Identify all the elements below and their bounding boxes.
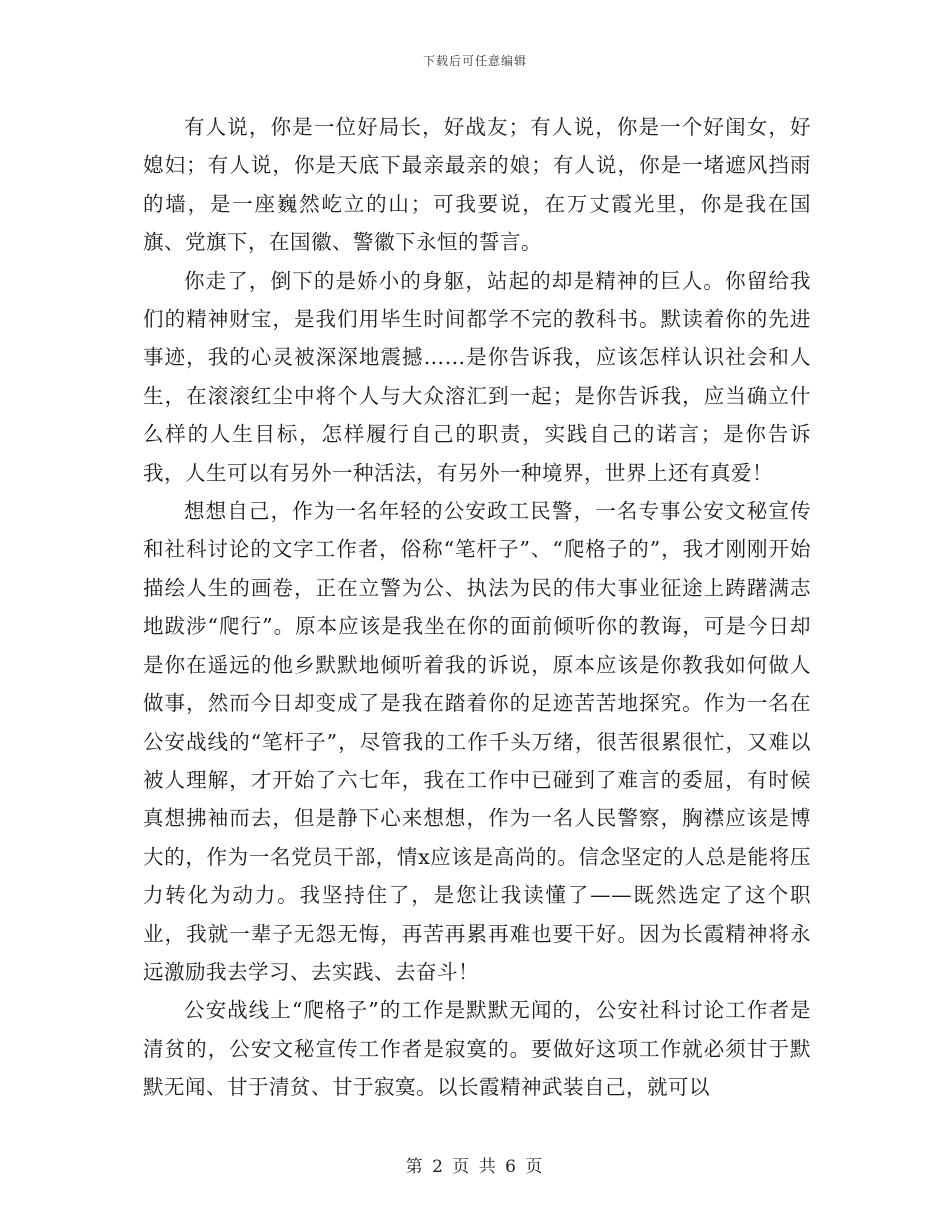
page-number: 第 2 页 共 6 页 xyxy=(405,1157,545,1177)
paragraph-1: 有人说，你是一位好局长，好战友；有人说，你是一个好闺女，好媳妇；有人说，你是天底下最亲最亲的娘；有人说，你是一堵遮风挡雨的墙，是一座巍然屹立的山；可我要说，在万丈霞光里，你是我在国旗、党旗下，在国徽、警徽下永恒的誓言。 xyxy=(143,115,811,255)
paragraph-3: 想想自己，作为一名年轻的公安政工民警，一名专事公安文秘宣传和社科讨论的文字工作者，俗称“笔杆子”、“爬格子的”，我才刚刚开始描绘人生的画卷，正在立警为公、执法为民的伟大事业征途上踌躇满志地跋涉“爬行”。原本应该是我坐在你的面前倾听你的教诲，可是今日却是你在遥远的他乡默默地倾听着我的诉说，原本应该是你教我如何做人做事，然而今日却变成了是我在踏着你的足迹苦苦地探究。作为一名在公安战线的“笔杆子”，尽管我的工作千头万绪，很苦很累很忙，又难以被人理解，才开始了六七年，我在工作中已碰到了难言的委屈，有时候真想拂袖而去，但是静下心来想想，作为一名人民警察，胸襟应该是博大的，作为一名党员干部，情x应该是高尚的。信念坚定的人总是能将压力转化为动力。我坚持住了，是您让我读懂了——既然选定了这个职业，我就一辈子无怨无悔，再苦再累再难也要干好。因为长霞精神将永远激励我去学习、去实践、去奋斗！ xyxy=(143,499,811,984)
page-header: 下载后可任意编辑 xyxy=(422,54,527,68)
paragraph-2: 你走了，倒下的是娇小的身躯，站起的却是精神的巨人。你留给我们的精神财宝，是我们用毕生时间都学不完的教科书。默读着你的先进事迹，我的心灵被深深地震撼……是你告诉我，应该怎样认识社会和人生，在滚滚红尘中将个人与大众溶汇到一起；是你告诉我，应当确立什么样的人生目标，怎样履行自己的职责，实践自己的诺言；是你告诉我，人生可以有另外一种活法，有另外一种境界，世界上还有真爱！ xyxy=(143,268,811,485)
document-body xyxy=(143,108,811,1107)
paragraph-4: 公安战线上“爬格子”的工作是默默无闻的，公安社科讨论工作者是清贫的，公安文秘宣传工作者是寂寞的。要做好这项工作就必须甘于默默无闻、甘于清贫、甘于寂寞。以长霞精神武装自己，就可以 xyxy=(143,998,811,1100)
